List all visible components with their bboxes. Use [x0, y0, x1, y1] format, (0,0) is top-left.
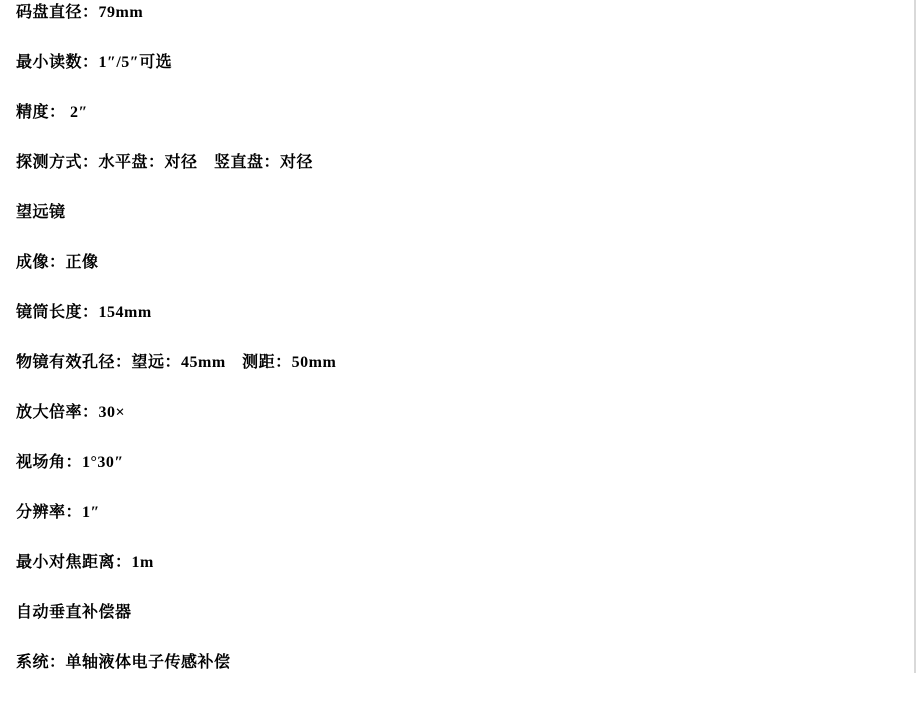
spec-line-resolution: 分辨率：1″: [16, 504, 100, 521]
spec-line-disc-diameter: 码盘直径：79mm: [16, 4, 144, 21]
spec-line-field-of-view: 视场角：1°30″: [16, 454, 124, 471]
spec-line-magnification: 放大倍率：30×: [16, 404, 126, 421]
spec-line-min-focus-distance: 最小对焦距离：1m: [16, 554, 154, 571]
spec-line-compensator-system: 系统：单轴液体电子传感补偿: [16, 654, 231, 671]
section-heading-telescope: 望远镜: [16, 204, 66, 221]
spec-line-objective-aperture: 物镜有效孔径：望远：45mm 测距：50mm: [16, 354, 337, 371]
spec-line-minimum-reading: 最小读数：1″/5″可选: [16, 54, 173, 71]
spec-line-detection-method: 探测方式：水平盘：对径 竖直盘：对径: [16, 154, 314, 171]
spec-list: [16, 4, 899, 704]
spec-line-accuracy: 精度： 2″: [16, 104, 88, 121]
right-border-line: [914, 0, 916, 673]
spec-line-tube-length: 镜筒长度：154mm: [16, 304, 152, 321]
section-heading-auto-vertical-compensator: 自动垂直补偿器: [16, 604, 132, 621]
spec-line-imaging: 成像：正像: [16, 254, 99, 271]
